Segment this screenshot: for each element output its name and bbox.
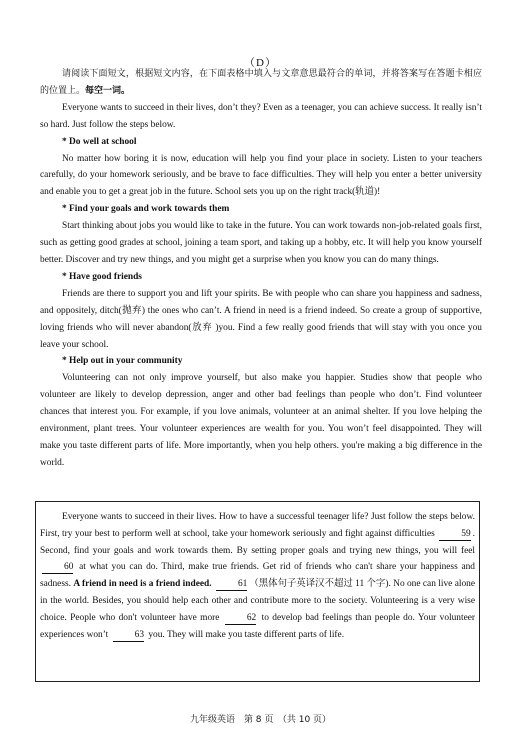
- blank-60[interactable]: 60: [42, 562, 73, 574]
- instruction: [40, 66, 482, 100]
- blank-61[interactable]: 61: [216, 579, 247, 591]
- summary-box: [35, 501, 480, 682]
- section-label: （D）: [244, 57, 277, 69]
- section-heading-goals: * Find your goals and work towards them: [62, 204, 230, 215]
- summary-part-2: . Second, find your goals and work towards them. By setting proper goals and trying new things, you will feel: [40, 528, 476, 556]
- section-heading-school: * Do well at school: [62, 136, 137, 147]
- instruction-emphasis: 每空一词。: [85, 85, 131, 96]
- section-body-community: Volunteering can not only improve yourself, but also make you happier. Studies show that people who volunteer are likely to develop depression, anger and other bad feelings than people who don’t. Find volunteer chances that interest you. For example, if you love animals, volunteer at an animal shelter. If you love helping the environment, plant trees. Your volunteer experiences are wealth for you. You won’t feel disappointed. They will make you taste different parts of life. More importantly, when you help others. you're making a big difference in the world.: [40, 373, 482, 468]
- summary-part-1: Everyone wants to succeed in their lives. How to have a successful teenager life? Just follow the steps below. First, try your best to perform well at school, take your homework seriously and fight against difficulties: [40, 512, 475, 539]
- page-footer: 九年级英语 第 8 页 （共 10 页）: [189, 715, 332, 725]
- section-heading-community: * Help out in your community: [62, 356, 183, 367]
- section-heading-friends: * Have good friends: [62, 271, 142, 282]
- summary-bold-sentence: A friend in need is a friend indeed.: [73, 579, 212, 590]
- instruction-text: 请阅读下面短文，根据短文内容，在下面表格中填入与文章意思最符合的单词，并将答案写在答题卡相应的位置上。: [40, 69, 482, 96]
- summary-part-6: you. They will make you taste different parts of life.: [148, 629, 345, 640]
- summary-part-4: （黑体句子英译汉不超过 11 个字). No one can live alone in the world. Besides, you should help each other and contribute more to the society. Volunteering is a very wise choice. People who don't volunteer have more: [40, 579, 476, 623]
- section-body-goals: Start thinking about jobs you would like to take in the future. You can work towards non-job-related goals first, such as getting good grades at school, joining a team sport, and taking up a hobby, etc. It will help you know yourself better. Discover and try new things, and you might get a surprise when you know you can do many things.: [40, 221, 482, 265]
- intro-paragraph: Everyone wants to succeed in their lives, don’t they? Even as a teenager, you can achieve success. It really isn’t so hard. Just follow the steps below.: [40, 102, 482, 130]
- summary-text: [40, 509, 475, 643]
- section-body-friends: Friends are there to support you and lift your spirits. Be with people who can share you happiness and sadness, and oppositely, ditch(抛弃) the ones who can’t. A friend in need is a friend indeed. So create a group of supportive, loving friends who will never abandon(放弃 )you. Find a few really good friends that will stay with you once you leave your school.: [40, 288, 482, 350]
- blank-59[interactable]: 59: [439, 529, 470, 541]
- summary-part-3: at what you can do. Third, make true friends. Get rid of friends who can't share your happiness and sadness.: [40, 562, 475, 590]
- summary-part-5: to develop bad feelings than people do. Your volunteer experiences won’t: [40, 612, 476, 640]
- blank-62[interactable]: 62: [225, 613, 256, 625]
- passage: [40, 66, 482, 472]
- blank-63[interactable]: 63: [113, 630, 144, 642]
- section-body-school: No matter how boring it is now, education will help you find your place in society. Listen to your teachers carefully, do your homework seriously, and be brave to face difficulties. They will help you enter a better university and enable you to get a great job in the future. School sets you up on the right track(轨道)!: [40, 153, 482, 198]
